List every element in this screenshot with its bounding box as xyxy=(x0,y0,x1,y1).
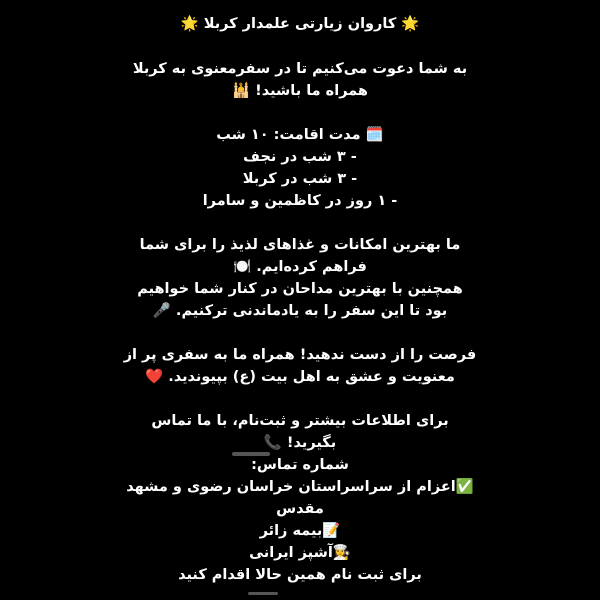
spacer xyxy=(60,36,540,58)
obscured-footer-text xyxy=(248,592,278,595)
chance-line-2: معنویت و عشق به اهل بیت (ع) بپیوندید. ❤️ xyxy=(145,369,455,385)
phone-label: شماره تماس: xyxy=(251,457,349,473)
caption-title: 🌟 کاروان زیارتی علمدار کربلا 🌟 xyxy=(180,16,420,32)
invite-line-1: به شما دعوت می‌کنیم تا در سفرمعنوی به کربلا xyxy=(132,61,468,77)
spacer xyxy=(60,322,540,344)
reciters-line-2: بود تا این سفر را به یادماندنی ترکنیم. 🎤 xyxy=(152,303,448,319)
spacer xyxy=(60,102,540,124)
stay-item-karbala: - ۳ شب در کربلا xyxy=(242,171,358,187)
stay-item-kazimain: - ۱ روز در کاظمین و سامرا xyxy=(202,193,398,209)
obscured-phone-number xyxy=(232,452,270,456)
spacer xyxy=(60,388,540,410)
chance-line-1: فرصت را از دست ندهید! همراه ما به سفری پر از xyxy=(123,347,477,363)
insurance-line: 📝بیمه زائر xyxy=(259,523,341,539)
spacer xyxy=(60,212,540,234)
stay-item-najaf: - ۳ شب در نجف xyxy=(243,149,357,165)
facilities-line-2: فراهم کرده‌ایم. 🍽️ xyxy=(233,259,367,275)
invite-line-2: همراه ما باشید! 🕌 xyxy=(231,83,368,99)
chef-line: 👩‍🍳آشپز ایرانی xyxy=(249,545,351,561)
stay-header: 🗓️ مدت اقامت: ۱۰ شب xyxy=(216,127,384,143)
facilities-line-1: ما بهترین امکانات و غذاهای لذیذ را برای شما xyxy=(139,237,461,253)
register-line: برای ثبت نام همین حالا اقدام کنید xyxy=(178,567,422,583)
reciters-line-1: همچنین با بهترین مداحان در کنار شما خواهیم xyxy=(137,281,463,297)
info-line-1: برای اطلاعات بیشتر و ثبت‌نام، با ما تماس xyxy=(151,413,449,429)
dispatch-line-2: مقدس xyxy=(276,501,324,517)
dispatch-line-1: ✅اعزام از سراسراستان خراسان رضوی و مشهد xyxy=(126,479,474,495)
info-line-2: بگیرید! 📞 xyxy=(263,435,337,451)
